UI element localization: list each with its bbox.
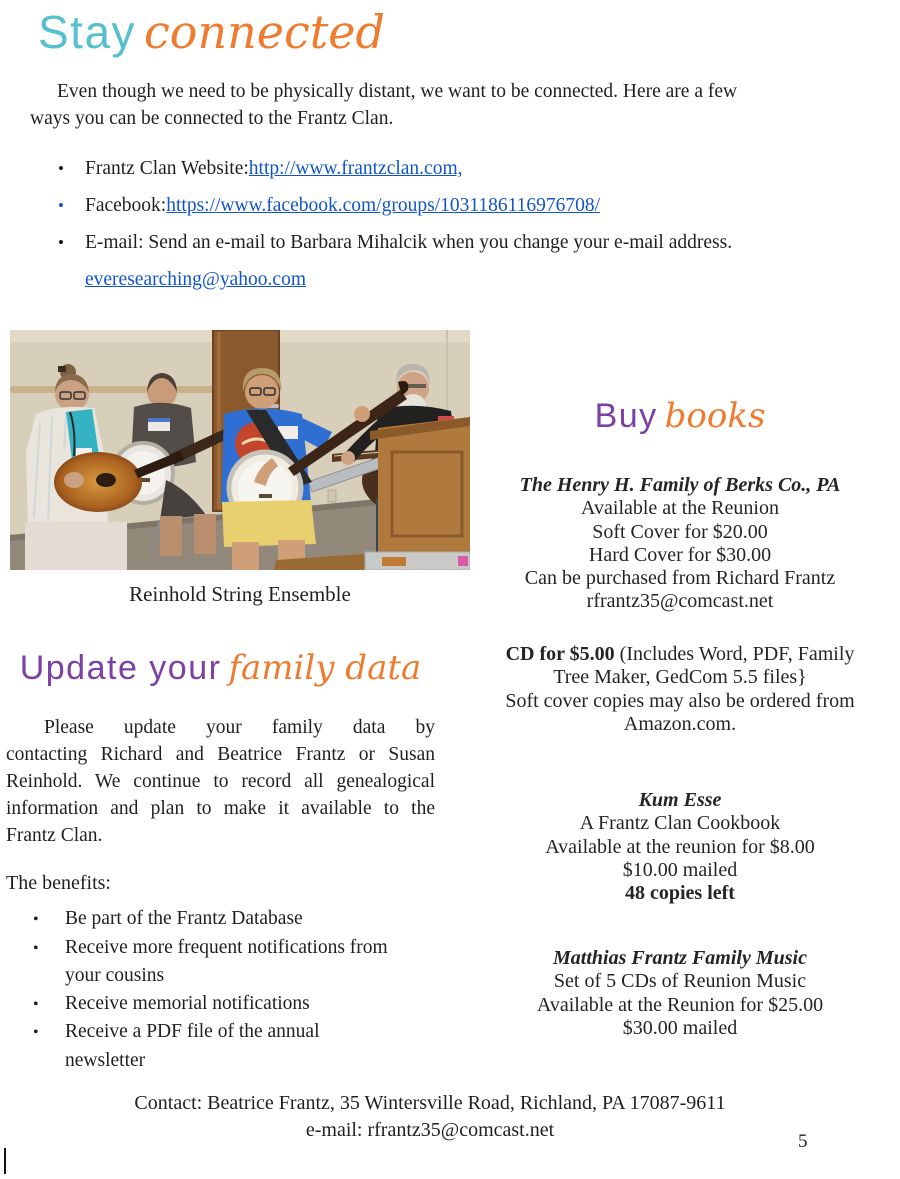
bullet-dot: •	[58, 233, 64, 252]
book-listing-matthias-music	[464, 947, 896, 1040]
list-item	[58, 232, 732, 254]
heading-word-family-data: family data	[228, 648, 422, 688]
list-item-continuation: newsletter	[65, 1049, 146, 1071]
book-listing-henry-family	[464, 474, 896, 614]
contact-email: rfrantz35@comcast.net	[586, 590, 774, 613]
link-label: Frantz Clan Website:	[85, 158, 249, 179]
benefit-text: Receive memorial notifications	[65, 992, 310, 1014]
bullet-dot: •	[58, 159, 64, 178]
frantzclan-website-link[interactable]: http://www.frantzclan.com,	[248, 158, 463, 179]
heading-word-books: books	[664, 396, 766, 436]
text-line: Reinhold. We continue to record all genealogical	[6, 771, 435, 792]
facebook-group-link[interactable]: https://www.facebook.com/groups/1031186116976708/	[166, 195, 601, 216]
list-item	[6, 1018, 435, 1047]
title-word-connected: connected	[144, 5, 385, 59]
copies-left-note: 48 copies left	[625, 882, 735, 905]
everesearching-email-link[interactable]: everesearching@yahoo.com	[85, 269, 306, 290]
text-line: $30.00 mailed	[622, 1016, 738, 1039]
benefit-text: Receive more frequent notifications from	[65, 936, 388, 958]
text-line: ways you can be connected to the Frantz Clan.	[30, 108, 394, 129]
book-title: Matthias Frantz Family Music	[553, 947, 807, 969]
books-section-heading	[464, 396, 896, 436]
cd-details: (Includes Word, PDF, Family	[614, 643, 855, 665]
update-section-heading	[6, 648, 435, 688]
update-paragraph	[6, 714, 435, 849]
bullet-dot: •	[33, 1024, 39, 1041]
bullet-dot: •	[33, 911, 39, 928]
cd-price: CD for $5.00	[505, 643, 615, 665]
text-line: Available at the Reunion for $25.00	[536, 993, 824, 1016]
contact-address-line: Contact: Beatrice Frantz, 35 Wintersville Road, Richland, PA 17087-9611	[134, 1092, 726, 1114]
intro-paragraph	[30, 78, 737, 132]
text-line: A Frantz Clan Cookbook	[579, 812, 781, 835]
text-line: Tree Maker, GedCom 5.5 files}	[553, 666, 807, 689]
reunion-photo	[10, 330, 470, 570]
link-label: Facebook:	[85, 195, 167, 216]
text-line: Set of 5 CDs of Reunion Music	[553, 970, 807, 993]
reunion-photo-illustration	[10, 330, 470, 570]
text-cursor	[4, 1148, 6, 1174]
page-title	[38, 2, 385, 63]
list-item	[58, 158, 732, 180]
bullet-dot: •	[33, 995, 39, 1013]
text-line: contacting Richard and Beatrice Frantz or Susan	[6, 744, 435, 765]
photo-caption: Reinhold String Ensemble	[129, 582, 351, 606]
text-line: $10.00 mailed	[622, 858, 738, 881]
text-line: Frantz Clan.	[6, 825, 103, 846]
heading-word-update-your: Update your	[19, 649, 222, 687]
list-item	[58, 195, 732, 217]
list-item-continuation	[58, 269, 732, 291]
text-line: Please update your family data by	[44, 717, 435, 738]
text-line: Even though we need to be physically distant, we want to be connected. Here are a few	[57, 81, 738, 102]
book-title: Kum Esse	[638, 789, 722, 811]
benefits-list	[6, 905, 435, 1074]
benefit-text: Be part of the Frantz Database	[65, 908, 303, 929]
benefit-text: Receive a PDF file of the annual	[65, 1021, 320, 1042]
list-item	[6, 990, 435, 1019]
text-line: Amazon.com.	[623, 712, 737, 735]
list-item	[6, 905, 435, 934]
heading-word-buy: Buy	[594, 397, 658, 435]
text-line: Soft Cover for $20.00	[592, 520, 768, 543]
text-line: Hard Cover for $30.00	[588, 543, 772, 566]
text-line: Available at the reunion for $8.00	[545, 835, 815, 858]
benefits-label: The benefits:	[6, 872, 111, 894]
text-line: Available at the Reunion	[581, 497, 779, 520]
text-line: information and plan to make it available to the	[6, 798, 435, 819]
email-instruction-text: E-mail: Send an e-mail to Barbara Mihalcik when you change your e-mail address.	[85, 232, 733, 253]
book-listing-kum-esse	[464, 789, 896, 905]
text-line: Can be purchased from Richard Frantz	[524, 567, 836, 590]
list-item	[6, 934, 435, 963]
bullet-dot: •	[33, 939, 39, 957]
bullet-dot: •	[58, 196, 64, 215]
text-line	[464, 643, 896, 666]
page-number: 5	[798, 1131, 808, 1152]
text-line: Soft cover copies may also be ordered from	[505, 689, 855, 712]
contact-email-line: e-mail: rfrantz35@comcast.net	[305, 1119, 555, 1141]
cd-listing	[464, 643, 896, 736]
book-title: The Henry H. Family of Berks Co., PA	[519, 474, 841, 496]
list-item-continuation: your cousins	[65, 965, 165, 986]
connect-links-list	[58, 158, 732, 291]
title-word-stay: Stay	[38, 6, 137, 58]
